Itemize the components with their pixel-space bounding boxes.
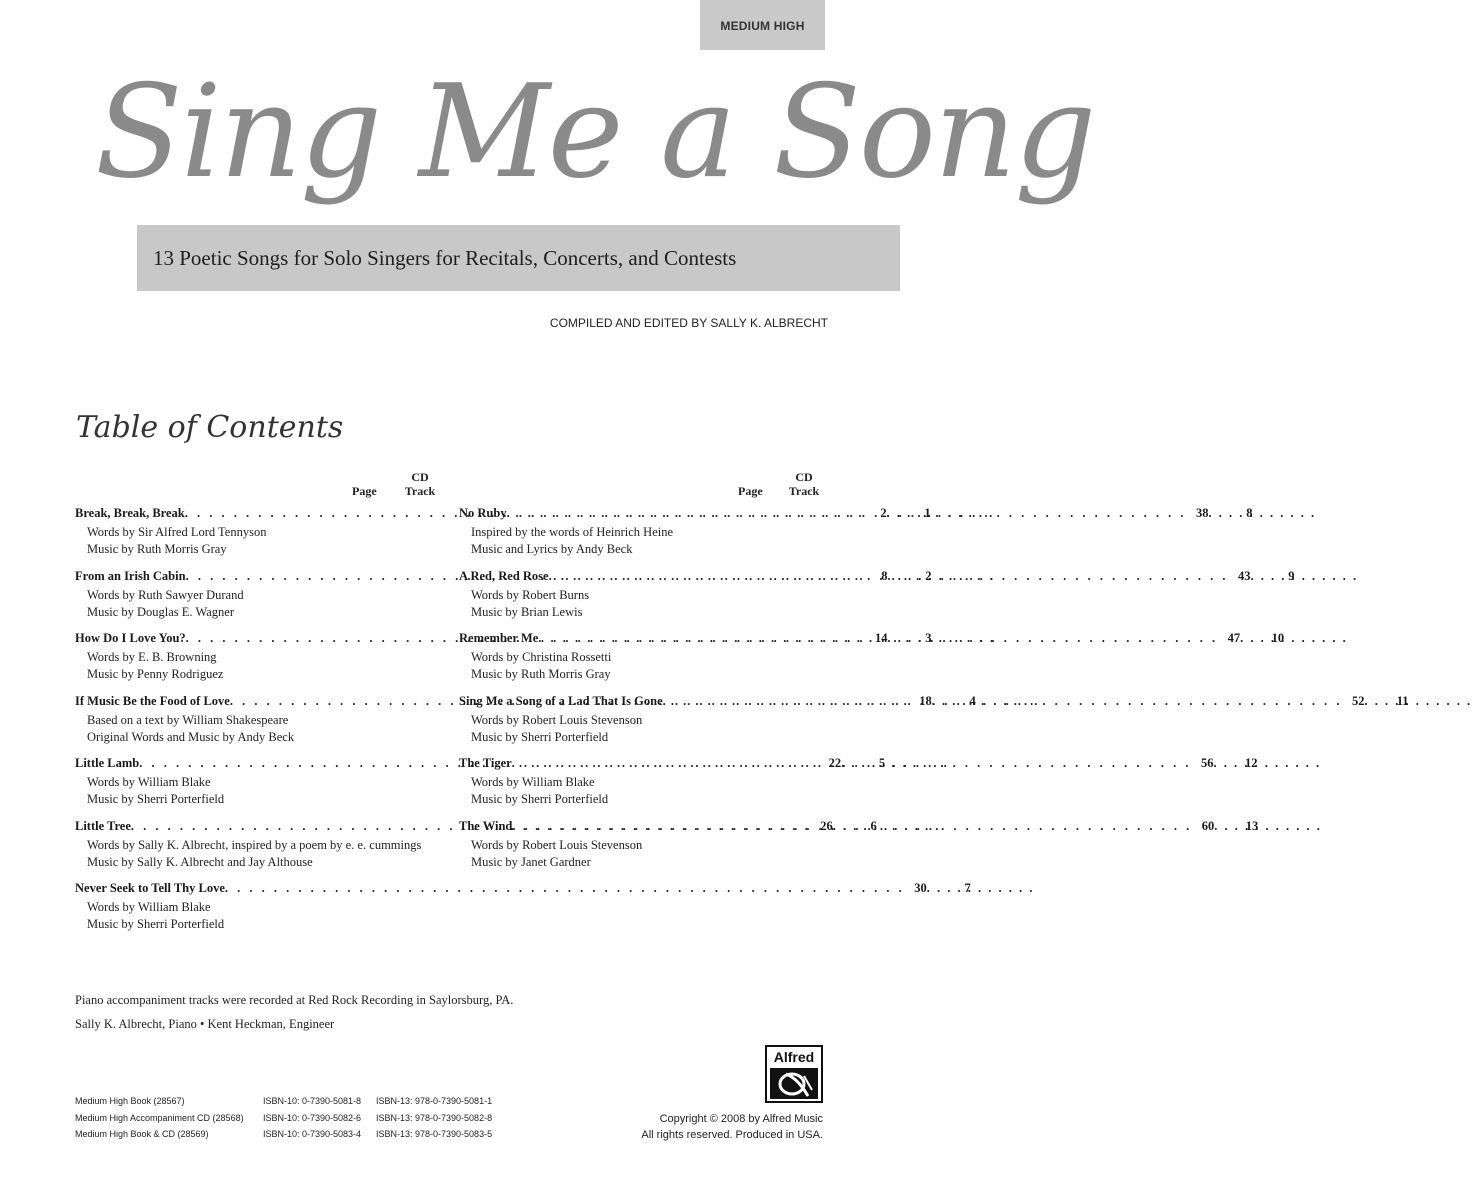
track-number: 5 [878, 756, 886, 770]
toc-heading: Table of Contents [76, 410, 344, 445]
page-number: 56 [1201, 756, 1214, 770]
credit-line: Words by Sally K. Albrecht, inspired by a poem by e. e. cummings [87, 837, 422, 852]
credit-line: Music by Ruth Morris Gray [87, 542, 227, 556]
page-number: 47 [1227, 631, 1241, 645]
credit-line: Words by Robert Louis Stevenson [471, 837, 643, 852]
product-name: Medium High Accompaniment CD (28568) [75, 1112, 244, 1123]
track-label: Track [404, 484, 436, 498]
copyright-line: Copyright © 2008 by Alfred Music [659, 1113, 823, 1125]
credit-line: Words by William Blake [87, 775, 211, 789]
song-title: Remember Me [459, 631, 539, 645]
credit-line: Music by Sally K. Albrecht and Jay Althouse [87, 854, 313, 869]
dot-leader [512, 756, 1192, 771]
credit-line: Inspired by the words of Heinrich Heine [471, 525, 674, 539]
page-number: 38 [1195, 506, 1209, 520]
dot-leader [1214, 756, 1244, 771]
credit-line: Words by William Blake [471, 775, 595, 789]
credit-line: Music by Ruth Morris Gray [471, 667, 611, 681]
page-number: 30 [914, 881, 927, 895]
isbn-10: ISBN-10: 0-7390-5081-8 [263, 1096, 362, 1106]
credit-line: Words by Ruth Sawyer Durand [87, 587, 244, 602]
toc-entry [75, 881, 971, 944]
credit-line: Words by E. B. Browning [87, 650, 217, 664]
song-title: A Red, Red Rose [459, 568, 549, 583]
toc-entry [459, 568, 1295, 632]
song-title: Break, Break, Break [75, 506, 185, 520]
credit-line: Music by Penny Rodriguez [87, 667, 224, 681]
page-number: 52 [1352, 693, 1365, 708]
song-title: No Ruby [459, 506, 507, 520]
credit-line: Music by Sherri Porterfield [87, 792, 225, 806]
isbn-row [75, 1093, 492, 1110]
song-title: How Do I Love You? [75, 631, 186, 645]
dot-leader [1240, 631, 1270, 646]
track-number: 10 [1271, 631, 1285, 645]
page-number: 2 [880, 506, 887, 520]
credit-line: Based on a text by William Shakespeare [87, 712, 289, 727]
isbn-row [75, 1110, 492, 1127]
page-number: 8 [881, 568, 888, 583]
dot-leader [512, 819, 1192, 834]
track-number: 11 [1396, 693, 1409, 708]
isbn-row [75, 1126, 492, 1143]
credit-line: Original Words and Music by Andy Beck [87, 729, 295, 744]
page-number: 18 [919, 693, 932, 708]
credit-line: Music by Janet Gardner [471, 854, 591, 869]
dot-leader [1208, 506, 1238, 521]
rights-line: All rights reserved. Produced in USA. [641, 1129, 823, 1141]
credit-line: Music by Sherri Porterfield [471, 729, 609, 744]
cd-label: CD [795, 470, 813, 484]
page-number: 22 [828, 756, 842, 770]
book-title: Sing Me a Song [95, 58, 1095, 207]
toc-entry [459, 506, 1253, 569]
credit-line: Music and Lyrics by Andy Beck [471, 542, 633, 556]
credit-line: Words by Christina Rossetti [471, 650, 612, 664]
song-title: Sing Me a Song of a Lad That Is Gone [459, 693, 663, 708]
credit-line: Music by Douglas E. Wagner [87, 604, 235, 619]
page-number: 26 [820, 818, 833, 833]
dot-leader [1365, 694, 1395, 709]
subtitle: 13 Poetic Songs for Solo Singers for Recitals, Concerts, and Contests [153, 246, 737, 270]
copyright-block [641, 1111, 823, 1143]
voice-range-badge: MEDIUM HIGH [700, 0, 825, 50]
isbn-13: ISBN-13: 978-0-7390-5083-5 [376, 1129, 493, 1139]
credit-line: Words by Robert Louis Stevenson [471, 712, 643, 727]
page-col-header-right: Page [738, 484, 763, 498]
dot-leader [549, 569, 1229, 584]
page-number: 60 [1201, 818, 1215, 833]
compiled-by: COMPILED AND EDITED BY SALLY K. ALBRECHT [549, 316, 828, 330]
song-title: Never Seek to Tell Thy Love [75, 881, 225, 895]
alfred-logo [765, 1045, 823, 1103]
toc-entry [459, 818, 1259, 882]
song-title: Little Tree [75, 818, 131, 833]
track-number: 3 [925, 631, 932, 645]
isbn-13: ISBN-13: 978-0-7390-5082-8 [376, 1112, 493, 1123]
track-label: Track [788, 484, 820, 498]
track-number: 12 [1245, 756, 1258, 770]
song-title: The Wind [459, 818, 513, 833]
dot-leader [225, 881, 905, 896]
recording-note: Piano accompaniment tracks were recorded at Red Rock Recording in Saylorsburg, PA. [75, 993, 514, 1007]
performers-note: Sally K. Albrecht, Piano • Kent Heckman, Engineer [75, 1017, 335, 1031]
track-number: 1 [924, 506, 931, 520]
isbn-10: ISBN-10: 0-7390-5083-4 [263, 1129, 362, 1139]
cd-label: CD [411, 470, 429, 484]
dot-leader [1214, 819, 1244, 834]
track-number: 2 [925, 568, 932, 583]
dot-leader [663, 694, 1343, 709]
song-title: From an Irish Cabin [75, 568, 186, 583]
page-number: 14 [875, 631, 888, 645]
track-number: 4 [969, 693, 976, 708]
cd-track-col-header-right [786, 470, 822, 498]
credit-line: Music by Sherri Porterfield [471, 792, 609, 806]
product-name: Medium High Book & CD (28569) [75, 1129, 209, 1139]
logo-emblem-icon [770, 1068, 818, 1099]
dot-leader [1250, 569, 1280, 584]
isbn-13: ISBN-13: 978-0-7390-5081-1 [376, 1096, 493, 1106]
credit-line: Music by Brian Lewis [471, 604, 583, 619]
page-col-header-left: Page [352, 484, 377, 498]
track-number: 7 [964, 881, 971, 895]
dot-leader [538, 631, 1218, 646]
page-number: 43 [1237, 568, 1251, 583]
song-title: The Tiger [459, 756, 512, 770]
track-number: 9 [1288, 568, 1295, 583]
dot-leader [507, 506, 1187, 521]
song-title: If Music Be the Food of Love [75, 693, 230, 708]
song-title: Little Lamb [75, 756, 140, 770]
track-number: 8 [1246, 506, 1253, 520]
dot-leader [927, 881, 957, 896]
product-name: Medium High Book (28567) [75, 1096, 185, 1106]
logo-wordmark: Alfred [773, 1049, 815, 1065]
track-number: 6 [870, 818, 877, 833]
track-number: 13 [1245, 818, 1259, 833]
isbn-table [75, 1093, 492, 1143]
credit-line: Words by William Blake [87, 900, 211, 914]
isbn-10: ISBN-10: 0-7390-5082-6 [263, 1112, 362, 1123]
credit-line: Words by Sir Alfred Lord Tennyson [87, 525, 267, 539]
credit-line: Music by Sherri Porterfield [87, 917, 225, 931]
cd-track-col-header-left [402, 470, 438, 498]
credit-line: Words by Robert Burns [471, 587, 590, 602]
